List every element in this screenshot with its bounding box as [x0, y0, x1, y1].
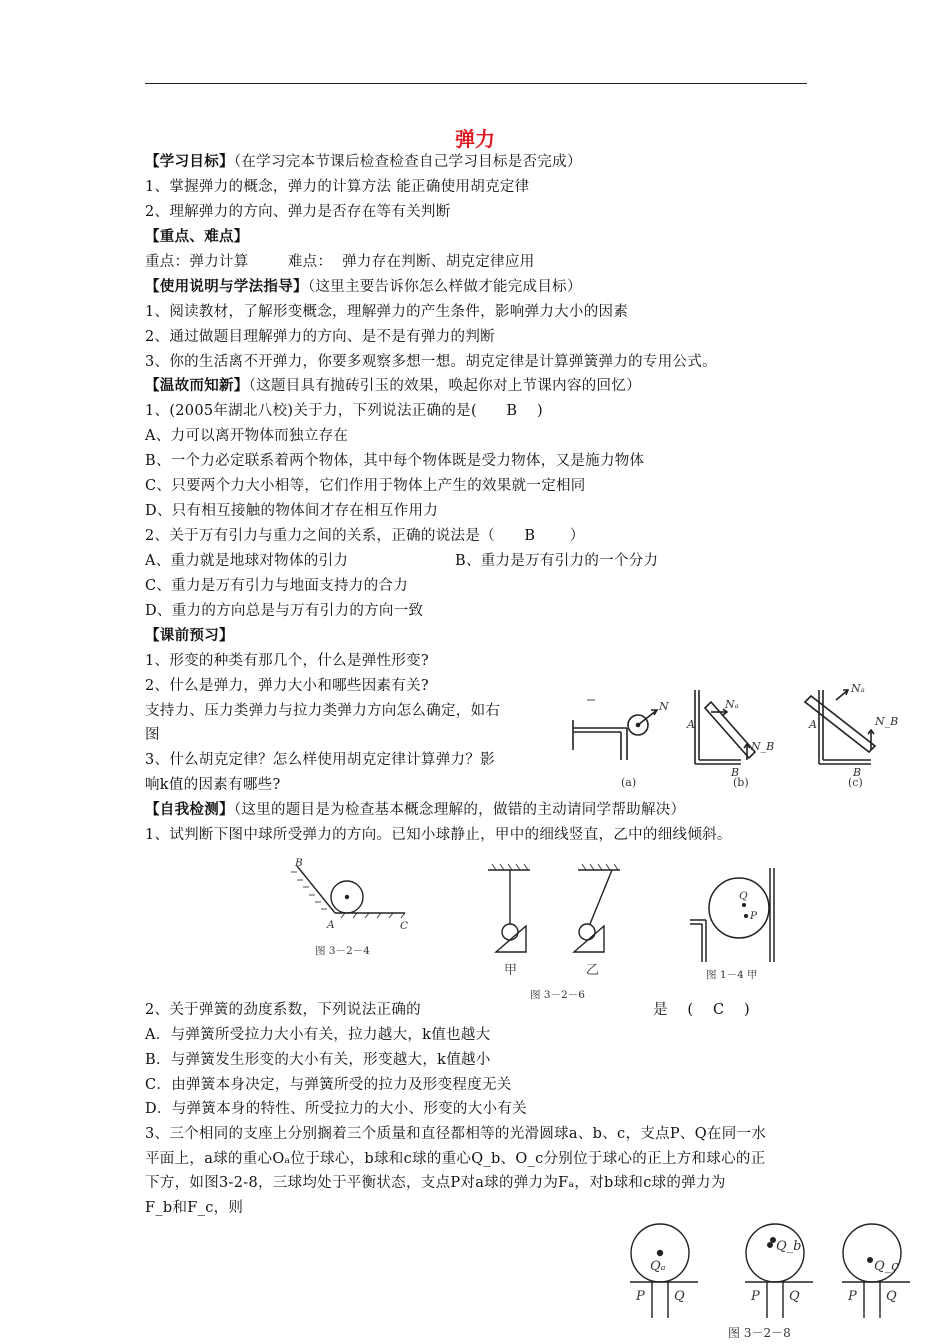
review-q2: 2、关于万有引力与重力之间的关系，正确的说法是（ B ） [145, 528, 585, 544]
pt-Q: Q [886, 1289, 897, 1304]
preview-item: 支持力、压力类弹力与拉力类弹力方向怎么确定，如右 [145, 703, 501, 719]
figure-1-4 [684, 866, 784, 984]
review-q1-option: A、力可以离开物体而独立存在 [145, 428, 349, 444]
header-rule [145, 83, 807, 84]
preview-head: 【课前预习】 [145, 627, 234, 644]
label-a: (a) [621, 776, 637, 789]
selftest-head: 【自我检测】 [145, 801, 234, 818]
selftest-note: （这里的题目是为检查基本概念理解的，做错的主动请同学帮助解决） [233, 802, 686, 818]
selftest-q2-option: D．与弹簧本身的特性、所受拉力的大小、形变的大小有关 [145, 1101, 527, 1117]
review-q1-option: D、只有相互接触的物体间才存在相互作用力 [145, 503, 439, 519]
pt-B: B [853, 766, 862, 779]
pt-NB: N_B [751, 740, 775, 753]
caption-3-2-4: 图 3－2－4 [315, 945, 370, 957]
pt-Q: Q [739, 890, 748, 902]
label-c: (c) [848, 776, 863, 789]
pt-NA: Nₐ [725, 698, 739, 711]
usage-item: 2、通过做题目理解弹力的方向、是不是有弹力的判断 [145, 329, 495, 345]
figure-3-2-4 [285, 856, 415, 961]
pt-P: P [751, 1289, 760, 1304]
review-q2-option-b: B、重力是万有引力的一个分力 [455, 553, 659, 569]
goals-head: 【学习目标】 [145, 153, 234, 170]
review-line [145, 377, 641, 395]
review-q1-option: C、只要两个力大小相等，它们作用于物体上产生的效果就一定相同 [145, 478, 586, 494]
usage-line [145, 278, 582, 296]
usage-head: 【使用说明与学法指导】 [145, 278, 308, 295]
pt-P: P [750, 910, 758, 922]
preview-item: 3、什么胡克定律？怎么样使用胡克定律计算弹力？影 [145, 752, 495, 768]
pt-B: B [295, 857, 303, 869]
pt-P: P [848, 1289, 857, 1304]
review-q1: 1、(2005年湖北八校)关于力，下列说法正确的是( B ) [145, 403, 543, 419]
label-yi: 乙 [586, 963, 600, 978]
selftest-q2-answer: 是 ( C ) [653, 1002, 751, 1018]
usage-item: 3、你的生活离不开弹力，你要多观察多想一想。胡克定律是计算弹簧弹力的专用公式。 [145, 354, 717, 370]
review-note: （这题目具有抛砖引玉的效果，唤起你对上节课内容的回忆） [248, 378, 641, 394]
page-title: 弹力 [455, 127, 495, 151]
review-q2-option: D、重力的方向总是与万有引力的方向一致 [145, 603, 424, 619]
selftest-q2-option: C．由弹簧本身决定，与弹簧所受的拉力及形变程度无关 [145, 1077, 512, 1093]
review-q2-option: C、重力是万有引力与地面支持力的合力 [145, 578, 408, 594]
figure-abc [565, 680, 910, 792]
preview-item: 2、什么是弹力，弹力大小和哪些因素有关? [145, 678, 429, 694]
preview-item: 响k值的因素有哪些? [145, 777, 281, 793]
pt-A: A [809, 718, 817, 731]
goals-note: （在学习完本节课后检查检查自己学习目标是否完成） [233, 154, 582, 170]
pt-B: B [731, 766, 740, 779]
usage-note: （这里主要告诉你怎么样做才能完成目标） [307, 279, 582, 295]
selftest-q2-option: A．与弹簧所受拉力大小有关，拉力越大，k值也越大 [145, 1027, 491, 1043]
figure-3-2-6 [478, 860, 638, 1002]
label-b: (b) [733, 776, 749, 789]
caption-3-2-6: 图 3－2－6 [530, 989, 585, 1001]
pt-Q: Q [674, 1289, 685, 1304]
pt-N: N [659, 700, 669, 713]
figure-3-2-8 [620, 1220, 920, 1344]
figure-a-diagram [573, 700, 657, 760]
selftest-line [145, 801, 685, 819]
review-q2-option-a: A、重力就是地球对物体的引力 [145, 553, 349, 569]
pt-Qb: Q_b [776, 1239, 802, 1254]
pt-NA: Nₐ [851, 682, 865, 695]
pt-A: A [327, 919, 335, 931]
preview-item: 1、形变的种类有那几个，什么是弹性形变? [145, 653, 429, 669]
selftest-q3-line: 3、三个相同的支座上分别搁着三个质量和直径都相等的光滑圆球a、b、c，支点P、Q在同一水 [145, 1126, 767, 1142]
pt-C: C [400, 920, 409, 932]
pt-NB: N_B [875, 715, 899, 728]
pt-Qa: Qₐ [650, 1259, 666, 1274]
selftest-q2-option: B．与弹簧发生形变的大小有关，形变越大，k值越小 [145, 1052, 491, 1068]
review-head: 【温故而知新】 [145, 377, 249, 394]
goals-line [145, 153, 582, 171]
label-jia: 甲 [504, 963, 518, 978]
selftest-q2: 2、关于弹簧的劲度系数，下列说法正确的 [145, 1002, 421, 1018]
selftest-q3-line: 平面上，a球的重心Oₐ位于球心，b球和c球的重心Q_b、O_c分别位于球心的正上方和球心的正 [145, 1151, 766, 1167]
usage-item: 1、阅读教材，了解形变概念，理解弹力的产生条件，影响弹力大小的因素 [145, 304, 629, 320]
caption-3-2-8: 图 3－2－8 [728, 1326, 791, 1340]
goal-item: 2、理解弹力的方向、弹力是否存在等有关判断 [145, 204, 451, 220]
goal-item: 1、掌握弹力的概念，弹力的计算方法 能正确使用胡克定律 [145, 179, 530, 195]
review-q1-option: B、一个力必定联系着两个物体，其中每个物体既是受力物体，又是施力物体 [145, 453, 645, 469]
selftest-q3-line: 下方，如图3-2-8，三球均处于平衡状态，支点P对a球的弹力为Fₐ，对b球和c球的弹力为 [145, 1175, 726, 1191]
selftest-q3-line: F_b和F_c，则 [145, 1200, 244, 1216]
selftest-q1: 1、试判断下图中球所受弹力的方向。已知小球静止，甲中的细线竖直，乙中的细线倾斜。 [145, 827, 732, 843]
key-head: 【重点、难点】 [145, 228, 249, 245]
pt-A: A [687, 718, 695, 731]
pt-Qc: Q_c [874, 1259, 899, 1274]
pt-P: P [636, 1289, 645, 1304]
pt-Q: Q [789, 1289, 800, 1304]
caption-1-4: 图 1－4 甲 [706, 969, 758, 981]
preview-item: 图 [145, 727, 160, 743]
key-line: 重点：弹力计算 难点： 弹力存在判断、胡克定律应用 [145, 254, 535, 270]
